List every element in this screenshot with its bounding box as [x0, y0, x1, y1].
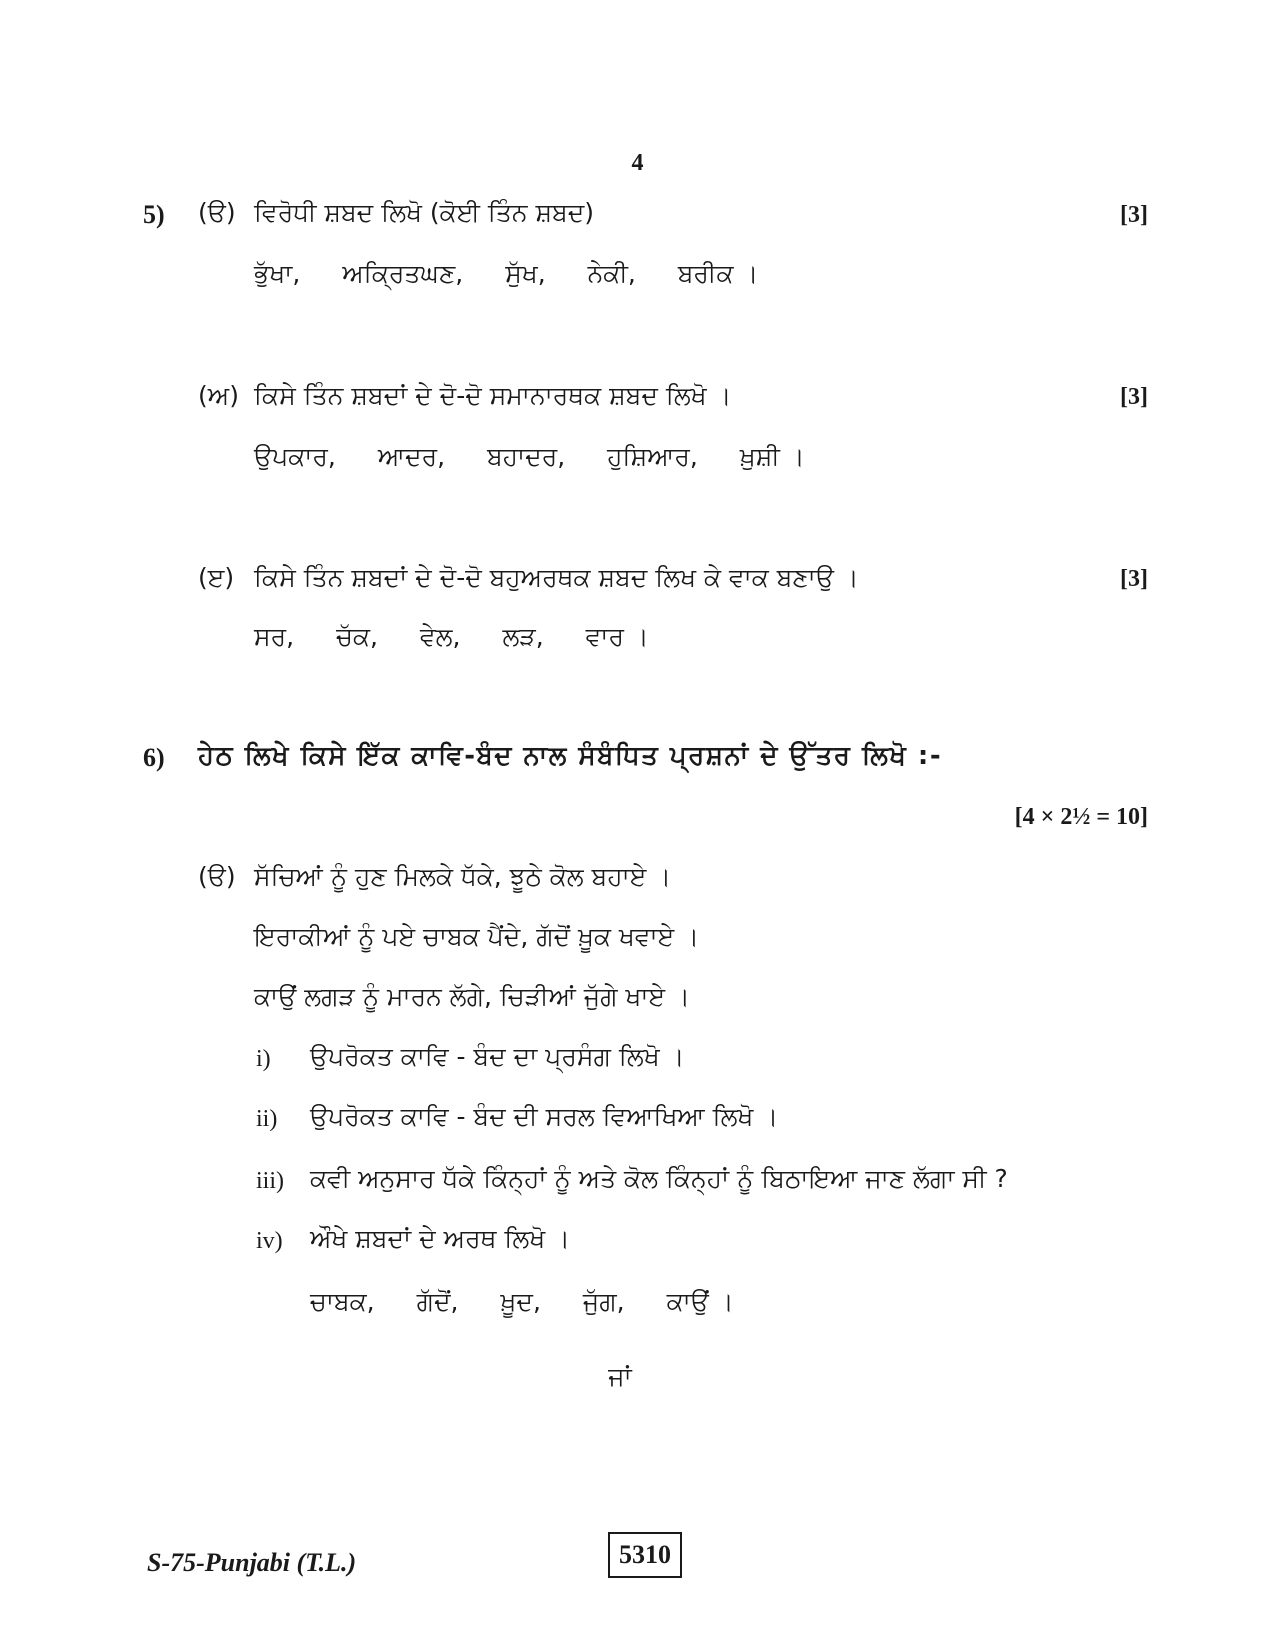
q5c-text: ਕਿਸੇ ਤਿੰਨ ਸ਼ਬਦਾਂ ਦੇ ਦੋ-ਦੋ ਬਹੁਅਰਥਕ ਸ਼ਬਦ ਲਿਖ ਕੇ ਵਾਕ ਬਣਾਉ । [254, 563, 859, 592]
word: ਭੁੱਖਾ, [254, 259, 301, 288]
word: ਖ਼ੁਸ਼ੀ । [739, 442, 805, 471]
q5a-marks: [3] [1120, 202, 1148, 228]
word: ਖ਼ੂਦ, [500, 1287, 541, 1316]
word: ਸੁੱਖ, [505, 259, 546, 288]
word: ਬਹਾਦਰ, [487, 442, 566, 471]
word: ਉਪਕਾਰ, [254, 442, 336, 471]
paper-code: S-75-Punjabi (T.L.) [147, 1548, 357, 1577]
word: ਆਦਰ, [377, 442, 446, 471]
q6-instruction: ਹੇਠ ਲਿਖੇ ਕਿਸੇ ਇੱਕ ਕਾਵਿ-ਬੰਦ ਨਾਲ ਸੰਬੰਧਿਤ ਪ੍ਰਸ਼ਨਾਂ ਦੇ ਉੱਤਰ ਲਿਖੋ :- [198, 741, 943, 771]
word: ਵਾਰ । [585, 622, 649, 651]
subquestion-number: iii) [256, 1168, 284, 1194]
word: ਸਰ, [254, 622, 295, 651]
q5b-word-list [254, 442, 805, 472]
difficult-word-list [310, 1287, 734, 1317]
q5a-label: (ੳ) [198, 198, 236, 227]
poem-line: ਸੱਚਿਆਂ ਨੂੰ ਹੁਣ ਮਿਲਕੇ ਧੱਕੇ, ਝੂਠੇ ਕੋਲ ਬਹਾਏ । [254, 862, 672, 891]
question-5-number: 5) [143, 200, 165, 229]
page-number: 4 [631, 150, 644, 176]
q5c-label: (ੲ) [198, 563, 235, 592]
q5a-text: ਵਿਰੋਧੀ ਸ਼ਬਦ ਲਿਖੋ (ਕੋਈ ਤਿੰਨ ਸ਼ਬਦ) [254, 198, 595, 227]
word: ਨੇਕੀ, [587, 259, 636, 288]
q6-marks: [4 × 2½ = 10] [1014, 804, 1148, 830]
subquestion-number: ii) [256, 1106, 278, 1132]
q5b-text: ਕਿਸੇ ਤਿੰਨ ਸ਼ਬਦਾਂ ਦੇ ਦੋ-ਦੋ ਸਮਾਨਾਰਥਕ ਸ਼ਬਦ ਲਿਖੋ । [254, 381, 732, 410]
word: ਜੁੱਗ, [582, 1287, 625, 1316]
q5b-label: (ਅ) [198, 381, 240, 410]
q5c-marks: [3] [1120, 566, 1148, 592]
word: ਬਰੀਕ । [677, 259, 759, 288]
subquestion-text: ਉਪਰੋਕਤ ਕਾਵਿ - ਬੰਦ ਦੀ ਸਰਲ ਵਿਆਖਿਆ ਲਿਖੋ । [310, 1102, 779, 1131]
or-separator: ਜਾਂ [608, 1362, 632, 1391]
subquestion-number: iv) [256, 1228, 283, 1254]
q5b-marks: [3] [1120, 384, 1148, 410]
word: ਕਾਉਂ । [666, 1287, 734, 1316]
q5a-word-list [254, 259, 758, 289]
word: ਗੱਦੋਂ, [416, 1287, 459, 1316]
word: ਚੱਕ, [336, 622, 378, 651]
poem-line: ਕਾਉਂ ਲਗੜ ਨੂੰ ਮਾਰਨ ਲੱਗੇ, ਚਿੜੀਆਂ ਜੁੱਗੇ ਖਾਏ । [254, 982, 690, 1011]
subquestion-text: ਕਵੀ ਅਨੁਸਾਰ ਧੱਕੇ ਕਿੰਨ੍ਹਾਂ ਨੂੰ ਅਤੇ ਕੋਲ ਕਿੰਨ੍ਹਾਂ ਨੂੰ ਬਿਠਾਇਆ ਜਾਣ ਲੱਗਾ ਸੀ ? [310, 1164, 1008, 1193]
q6a-label: (ੳ) [198, 862, 236, 891]
subquestion-number: i) [256, 1046, 271, 1072]
subquestion-text: ਉਪਰੋਕਤ ਕਾਵਿ - ਬੰਦ ਦਾ ਪ੍ਰਸੰਗ ਲਿਖੋ । [310, 1042, 685, 1071]
word: ਹੁਸ਼ਿਆਰ, [607, 442, 698, 471]
subquestion-text: ਔਖੇ ਸ਼ਬਦਾਂ ਦੇ ਅਰਥ ਲਿਖੋ । [310, 1224, 570, 1253]
word: ਅਕ੍ਰਿਤਘਣ, [342, 259, 464, 288]
serial-number-box: 5310 [608, 1532, 682, 1578]
word: ਚਾਬਕ, [310, 1287, 375, 1316]
word: ਲੜ, [502, 622, 544, 651]
word: ਵੇਲ, [419, 622, 461, 651]
q5c-word-list [254, 622, 649, 652]
question-6-number: 6) [143, 743, 165, 772]
poem-line: ਇਰਾਕੀਆਂ ਨੂੰ ਪਏ ਚਾਬਕ ਪੈਂਦੇ, ਗੱਦੋਂ ਖ਼ੂਕ ਖਵਾਏ । [254, 922, 700, 951]
